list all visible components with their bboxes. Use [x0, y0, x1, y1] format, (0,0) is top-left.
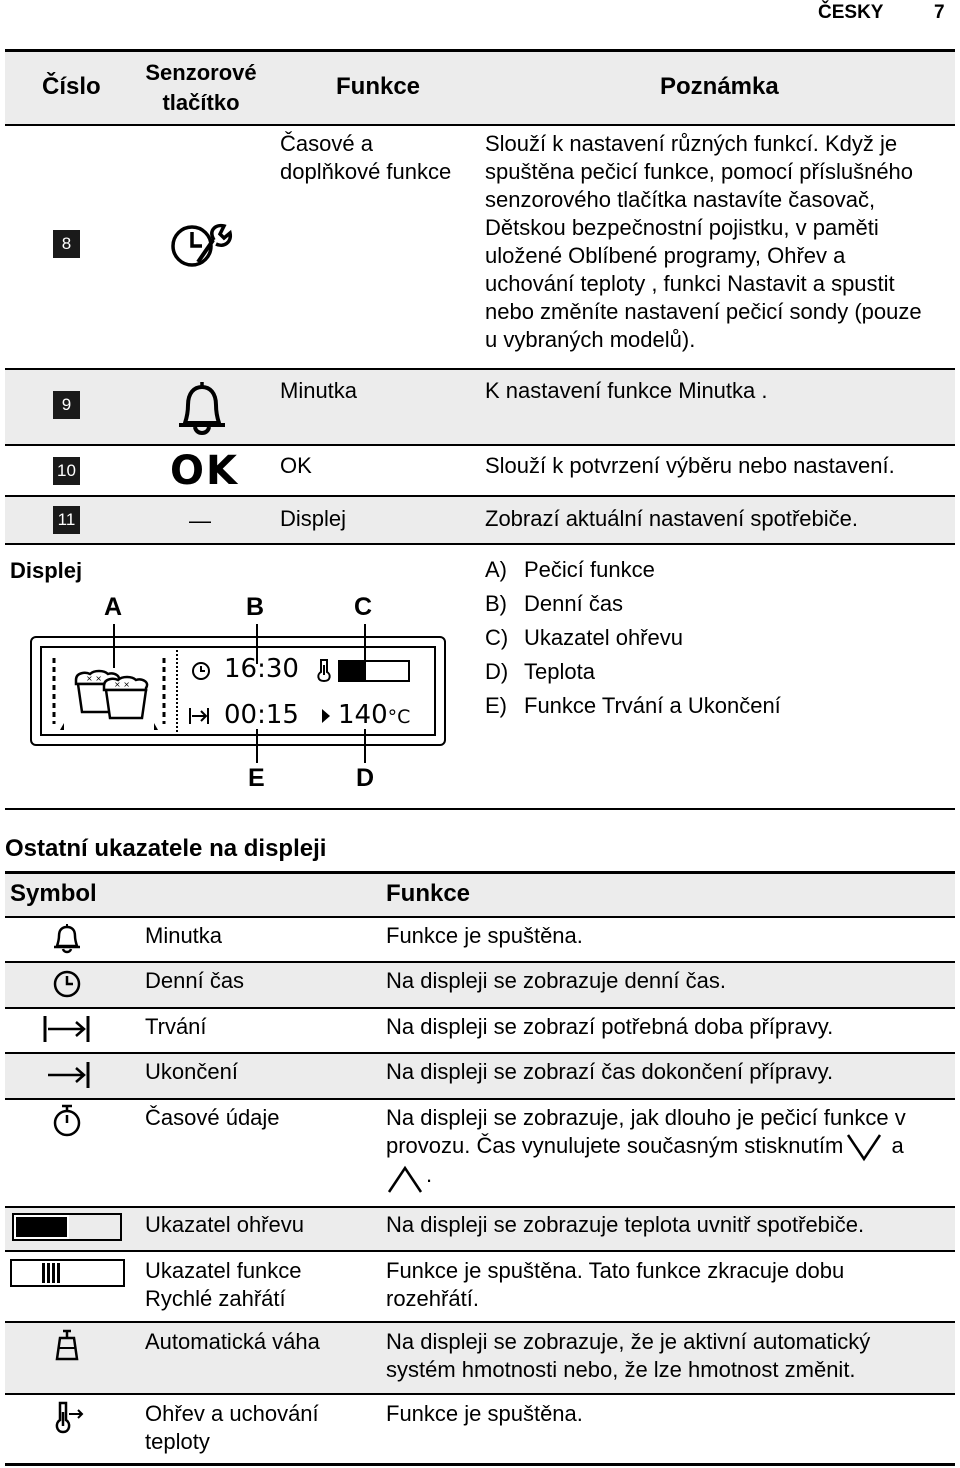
page-number: 7	[934, 2, 945, 23]
legend-key: E)	[485, 693, 507, 718]
indicator-desc: Na displeji se zobrazuje, že je aktivní automatický systém hmotnosti nebo, že lze hmotnost změnit.	[386, 1329, 871, 1382]
clock-icon	[52, 969, 82, 999]
function-note: Slouží k nastavení různých funkcí. Když je spuštěna pečicí funkce, pomocí příslušného senzorového tlačítka nastavíte časovač, Dětskou bezpečnostní pojistku, v paměti uložené Oblíbené programy, Ohřev a uchování teploty , funkci Nastavit a spustit nebo změníte nastavení pečicí sondy (pouze u vybraných modelů).	[485, 131, 922, 352]
thermometer-icon	[316, 657, 332, 683]
temperature-display	[338, 700, 410, 730]
function-label: OK	[280, 453, 312, 478]
desc-and: a	[891, 1133, 904, 1158]
indicator-name: Ohřev a uchování teploty	[145, 1401, 319, 1454]
col-sensor-button-header: Senzorové tlačítko	[145, 60, 257, 115]
duration-icon	[42, 1014, 92, 1044]
function-note: K nastavení funkce Minutka .	[485, 378, 768, 403]
legend-text: Ukazatel ohřevu	[524, 625, 683, 650]
indicator-desc: Funkce je spuštěna. Tato funkce zkracuje dobu rozehřátí.	[386, 1258, 845, 1311]
legend-text: Pečicí funkce	[524, 557, 655, 582]
legend-text: Funkce Trvání a Ukončení	[524, 693, 781, 718]
desc-end: .	[426, 1162, 433, 1188]
language-label: ČESKY	[818, 2, 884, 23]
dash-icon: —	[189, 508, 211, 533]
function-label: Časové a doplňkové funkce	[280, 131, 452, 184]
function-label: Minutka	[280, 378, 358, 403]
ok-icon: OK	[170, 448, 239, 494]
number-badge: 10	[53, 457, 80, 485]
legend-key: C)	[485, 625, 509, 650]
indicator-name: Časové údaje	[145, 1105, 280, 1130]
chevron-up-icon	[386, 1162, 426, 1190]
duration-icon	[188, 706, 212, 726]
indicator-desc: Funkce je spuštěna.	[386, 923, 583, 948]
col-symbol-header: Symbol	[10, 880, 97, 907]
chevron-down-icon	[843, 1133, 885, 1161]
number-badge: 9	[53, 391, 80, 419]
baking-function-icon	[46, 650, 176, 734]
legend-key: D)	[485, 659, 509, 684]
clock-icon	[190, 660, 212, 682]
function-label: Displej	[280, 506, 347, 531]
section-title: Ostatní ukazatele na displeji	[5, 835, 327, 862]
indicator-desc: Na displeji se zobrazí potřebná doba přípravy.	[386, 1014, 834, 1039]
display-label: Displej	[10, 558, 83, 583]
legend-key: B)	[485, 591, 507, 616]
end-icon	[46, 1060, 92, 1090]
indicator-desc	[386, 1104, 926, 1190]
indicator-name: Trvání	[145, 1014, 207, 1039]
display-divider	[176, 650, 178, 732]
heat-bar-fill	[340, 662, 366, 680]
indicator-name: Minutka	[145, 923, 223, 948]
indicator-desc: Funkce je spuštěna.	[386, 1401, 583, 1426]
number-badge: 11	[53, 506, 80, 534]
callout-b: B	[246, 593, 265, 621]
function-note: Slouží k potvrzení výběru nebo nastavení.	[485, 453, 895, 478]
callout-e: E	[248, 764, 265, 792]
col-number-header: Číslo	[42, 73, 101, 100]
indicator-desc: Na displeji se zobrazí čas dokončení přípravy.	[386, 1059, 834, 1084]
indicator-desc: Na displeji se zobrazuje teplota uvnitř spotřebiče.	[386, 1212, 865, 1237]
svg-text:× ×: × ×	[114, 680, 130, 689]
stopwatch-icon	[52, 1104, 82, 1138]
svg-text:× ×: × ×	[86, 674, 102, 683]
play-arrow-icon	[320, 708, 332, 724]
clock-wrench-icon	[170, 222, 232, 270]
col-note-header: Poznámka	[660, 73, 779, 100]
function-note: Zobrazí aktuální nastavení spotřebiče.	[485, 506, 858, 531]
heat-indicator-icon	[12, 1213, 122, 1241]
indicator-name: Ukazatel ohřevu	[145, 1212, 304, 1237]
fast-heat-indicator-icon	[10, 1259, 125, 1287]
legend-key: A)	[485, 557, 507, 582]
indicator-name: Denní čas	[145, 968, 245, 993]
legend-text: Teplota	[524, 659, 595, 684]
number-badge: 8	[53, 230, 80, 258]
weight-icon	[54, 1328, 80, 1362]
table-header-row	[5, 874, 955, 916]
time-display: 16:30	[224, 654, 299, 684]
indicator-name: Ukazatel funkce Rychlé zahřátí	[145, 1258, 302, 1311]
bell-icon	[52, 922, 82, 954]
temperature-unit: °C	[387, 706, 411, 728]
callout-c: C	[354, 593, 373, 621]
legend-text: Denní čas	[524, 591, 624, 616]
desc-text: Na displeji se zobrazuje, jak dlouho je pečicí funkce v provozu. Čas vynulujete současným stisknutím	[386, 1105, 906, 1158]
temperature-value: 140	[338, 700, 388, 730]
indicator-desc: Na displeji se zobrazuje denní čas.	[386, 968, 726, 993]
callout-a: A	[104, 593, 123, 621]
col-function-header: Funkce	[336, 73, 421, 100]
callout-d: D	[356, 764, 375, 792]
keep-warm-icon	[52, 1400, 88, 1436]
indicator-name: Automatická váha	[145, 1329, 320, 1354]
indicator-name: Ukončení	[145, 1059, 238, 1084]
duration-display: 00:15	[224, 700, 299, 730]
col-function-header: Funkce	[386, 880, 471, 907]
bell-icon	[177, 379, 227, 439]
heat-bar	[338, 660, 410, 682]
